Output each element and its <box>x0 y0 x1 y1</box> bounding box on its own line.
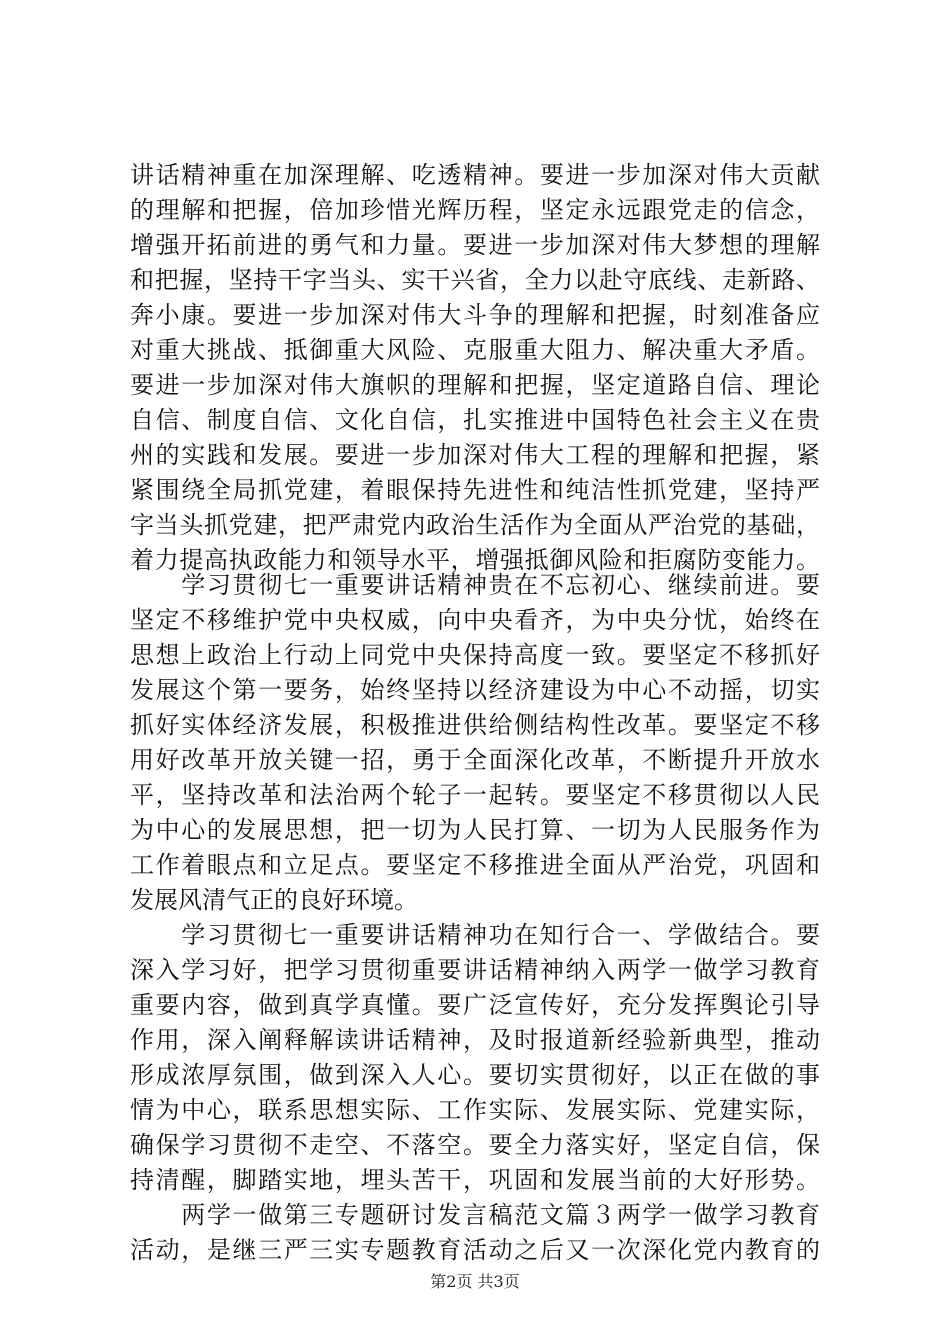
text-line: 字当头抓党建，把严肃党内政治生活作为全面从严治党的基础， <box>130 511 820 539</box>
text-line: 对重大挑战、抵御重大风险、克服重大阻力、解决重大矛盾。 <box>130 336 820 364</box>
text-line: 抓好实体经济发展，积极推进供给侧结构性改革。要坚定不移 <box>130 711 820 739</box>
page-number-footer: 第2页 共3页 <box>430 1272 520 1291</box>
text-line: 奔小康。要进一步加深对伟大斗争的理解和把握，时刻准备应 <box>130 301 820 329</box>
text-line: 自信、制度自信、文化自信，扎实推进中国特色社会主义在贵 <box>130 406 820 434</box>
text-line: 发展这个第一要务，始终坚持以经济建设为中心不动摇，切实 <box>130 676 820 704</box>
text-line: 用好改革开放关键一招，勇于全面深化改革，不断提升开放水 <box>130 746 820 774</box>
text-line: 为中心的发展思想，把一切为人民打算、一切为人民服务作为 <box>130 816 820 844</box>
text-line: 增强开拓前进的勇气和力量。要进一步加深对伟大梦想的理解 <box>130 231 820 259</box>
text-line: 州的实践和发展。要进一步加深对伟大工程的理解和把握，紧 <box>130 441 820 469</box>
text-line: 学习贯彻七一重要讲话精神贵在不忘初心、继续前进。要 <box>130 571 820 599</box>
paragraph-4 <box>130 1198 820 1268</box>
text-line: 着力提高执政能力和领导水平，增强抵御风险和拒腐防变能力。 <box>130 546 820 574</box>
text-line: 讲话精神重在加深理解、吃透精神。要进一步加深对伟大贡献 <box>130 161 820 189</box>
text-line: 重要内容，做到真学真懂。要广泛宣传好，充分发挥舆论引导 <box>130 991 820 1019</box>
text-line: 作用，深入阐释解读讲话精神，及时报道新经验新典型，推动 <box>130 1026 820 1054</box>
text-line: 形成浓厚氛围，做到深入人心。要切实贯彻好，以正在做的事 <box>130 1061 820 1089</box>
text-line: 学习贯彻七一重要讲话精神功在知行合一、学做结合。要 <box>130 921 820 949</box>
text-line: 两学一做第三专题研讨发言稿范文篇３两学一做学习教育 <box>130 1201 820 1229</box>
text-line: 活动，是继三严三实专题教育活动之后又一次深化党内教育的 <box>130 1236 820 1264</box>
text-line: 情为中心，联系思想实际、工作实际、发展实际、党建实际， <box>130 1096 820 1124</box>
text-line: 的理解和把握，倍加珍惜光辉历程，坚定永远跟党走的信念， <box>130 196 820 224</box>
text-line: 紧围绕全局抓党建，着眼保持先进性和纯洁性抓党建，坚持严 <box>130 476 820 504</box>
text-line: 确保学习贯彻不走空、不落空。要全力落实好，坚定自信，保 <box>130 1131 820 1159</box>
paragraph-2 <box>130 568 820 918</box>
text-line: 平，坚持改革和法治两个轮子一起转。要坚定不移贯彻以人民 <box>130 781 820 809</box>
text-line: 思想上政治上行动上同党中央保持高度一致。要坚定不移抓好 <box>130 641 820 669</box>
text-line: 要进一步加深对伟大旗帜的理解和把握，坚定道路自信、理论 <box>130 371 820 399</box>
paragraph-3 <box>130 918 820 1198</box>
text-line: 持清醒，脚踏实地，埋头苦干，巩固和发展当前的大好形势。 <box>130 1166 820 1194</box>
text-line: 工作着眼点和立足点。要坚定不移推进全面从严治党，巩固和 <box>130 851 820 879</box>
paragraph-1 <box>130 158 820 578</box>
text-line: 和把握，坚持干字当头、实干兴省，全力以赴守底线、走新路、 <box>130 266 820 294</box>
text-line: 发展风清气正的良好环境。 <box>130 886 418 914</box>
text-line: 坚定不移维护党中央权威，向中央看齐，为中央分忧，始终在 <box>130 606 820 634</box>
text-line: 深入学习好，把学习贯彻重要讲话精神纳入两学一做学习教育 <box>130 956 820 984</box>
